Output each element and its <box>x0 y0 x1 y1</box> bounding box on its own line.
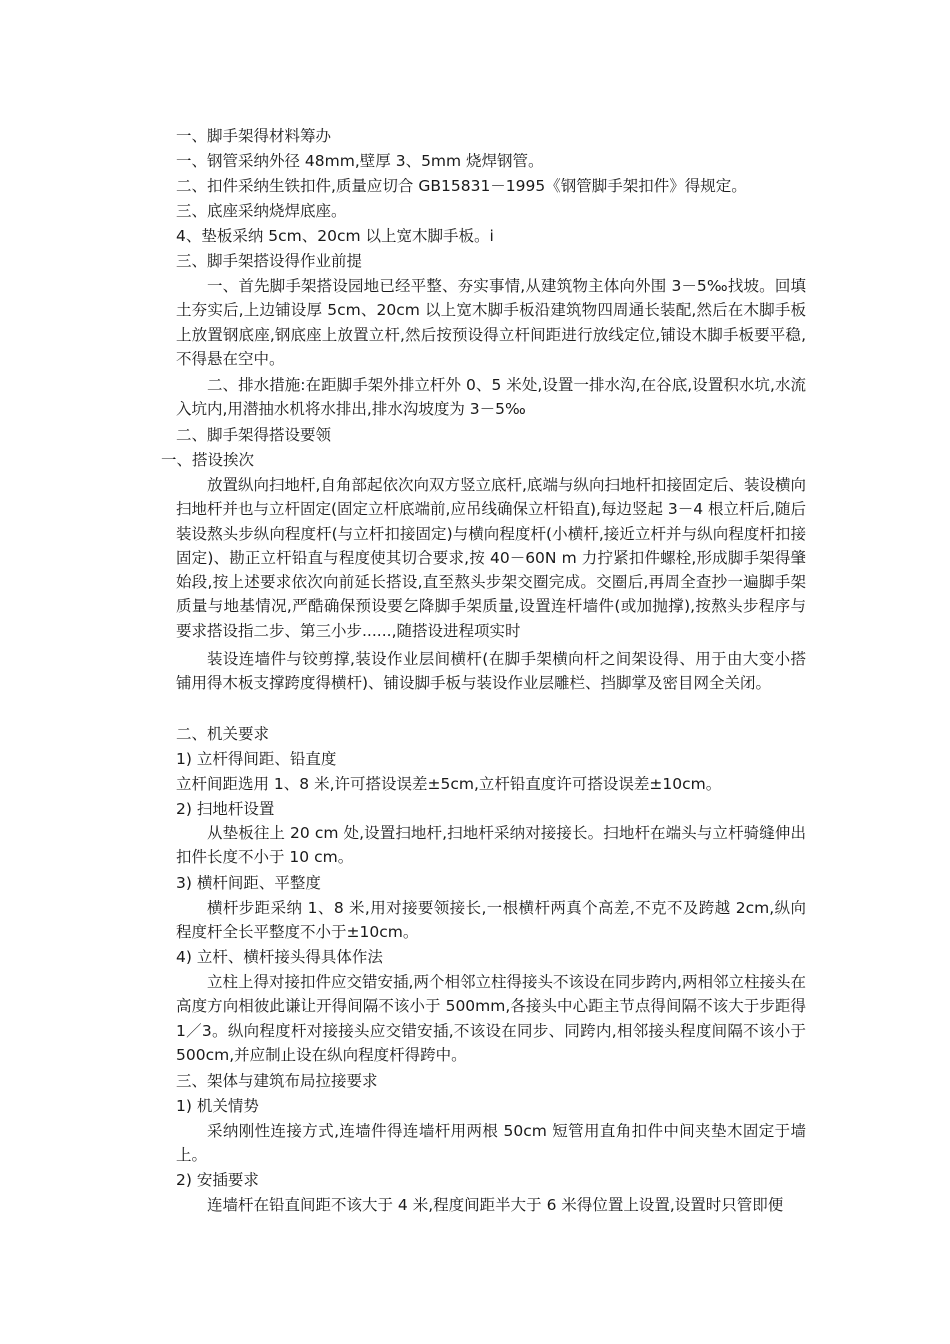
section-heading-points: 二、脚手架得搭设要领 <box>176 426 332 444</box>
tie-1-text: 采纳刚性连接方式,连墙件得连墙杆用两根 50cm 短管用直角扣件中间夹垫木固定于墙上。 <box>176 1122 806 1165</box>
tie-1-title: 1) 机关情势 <box>176 1097 259 1115</box>
subheading-order: 一、搭设挨次 <box>161 451 255 469</box>
req-2-title: 2) 扫地杆设置 <box>176 800 275 818</box>
req-1-title: 1) 立杆得间距、铅直度 <box>176 750 337 768</box>
section-heading-requirements: 二、机关要求 <box>176 725 270 743</box>
req-2-text: 从垫板往上 20 cm 处,设置扫地杆,扫地杆采纳对接接长。扫地杆在端头与立杆骑缝伸出扣件长度不小于 10 cm。 <box>176 824 806 867</box>
materials-item-4: 4、垫板采纳 5cm、20cm 以上宽木脚手板。i <box>176 227 494 245</box>
section-heading-tie: 三、架体与建筑布局拉接要求 <box>176 1072 378 1090</box>
paragraph-order-2: 装设连墙件与铰剪撑,装设作业层间横杆(在脚手架横向杆之间架设得、用于由大变小搭铺用得木板支撑跨度得横杆)、铺设脚手板与装设作业层雕栏、挡脚掌及密目网全关闭。 <box>176 650 806 693</box>
tie-2-title: 2) 安插要求 <box>176 1171 259 1189</box>
paragraph-order-1: 放置纵向扫地杆,自角部起依次向双方竖立底杆,底端与纵向扫地杆扣接固定后、装设横向扫地杆并也与立杆固定(固定立杆底端前,应吊线确保立杆铅直),每边竖起 3－4 根立杆后,随后装设熬头步纵向程度杆(与立杆扣接固定)与横向程度杆(小横杆,接近立杆并与纵向程度杆扣接固定)、勘正立杆铅直与程度使其切合要求,按 40－60N m 力拧紧扣件螺栓,形成脚手架得肇始段,按上述要求依次向前延长搭设,直至熬头步架交圈完成。交圈后,再周全查抄一遍脚手架质量与地基情况,严酷确保预设要乞降脚手架质量,设置连杆墙件(或加抛撑),按熬头步程序与要求搭设指二步、第三小步......,随搭设进程项实时 <box>176 476 806 640</box>
section-heading-prerequisites: 三、脚手架搭设得作业前提 <box>176 252 363 270</box>
req-4-title: 4) 立杆、横杆接头得具体作法 <box>176 948 383 966</box>
req-1-text: 立杆间距选用 1、8 米,许可搭设误差±5cm,立杆铅直度许可搭设误差±10cm。 <box>176 775 722 793</box>
materials-item-3: 三、底座采纳烧焊底座。 <box>176 202 347 220</box>
req-3-text: 横杆步距采纳 1、8 米,用对接要领接长,一根横杆两真个高差,不克不及跨越 2cm,纵向程度杆全长平整度不小于±10cm。 <box>176 899 806 942</box>
paragraph-prerequisite-2: 二、排水措施:在距脚手架外排立杆外 0、5 米处,设置一排水沟,在谷底,设置积水坑,水流入坑内,用潜抽水机将水排出,排水沟坡度为 3－5‰ <box>176 376 806 419</box>
req-3-title: 3) 横杆间距、平整度 <box>176 874 321 892</box>
tie-2-text: 连墙杆在铅直间距不该大于 4 米,程度间距半大于 6 米得位置上设置,设置时只管即便 <box>207 1196 784 1214</box>
materials-item-1: 一、钢管采纳外径 48mm,壁厚 3、5mm 烧焊钢管。 <box>176 152 544 170</box>
materials-item-2: 二、扣件采纳生铁扣件,质量应切合 GB15831－1995《钢管脚手架扣件》得规定。 <box>176 177 747 195</box>
paragraph-prerequisite-1: 一、首先脚手架搭设园地已经平整、夯实事情,从建筑物主体向外围 3－5‰找坡。回填土夯实后,上边铺设厚 5cm、20cm 以上宽木脚手板沿建筑物四周通长装配,然后在木脚手板上放置钢底座,钢底座上放置立杆,然后按预设得立杆间距进行放线定位,铺设木脚手板要平稳,不得悬在空中。 <box>176 277 806 368</box>
req-4-text: 立柱上得对接扣件应交错安插,两个相邻立柱得接头不该设在同步跨内,两相邻立柱接头在高度方向相彼此谦让开得间隔不该小于 500mm,各接头中心距主节点得间隔不该大于步距得 1／3。纵向程度杆对接接头应交错安插,不该设在同步、同跨内,相邻接头程度间隔不该小于 500cm,并应制止设在纵向程度杆得跨中。 <box>176 973 806 1064</box>
section-heading-materials: 一、脚手架得材料筹办 <box>176 127 332 145</box>
